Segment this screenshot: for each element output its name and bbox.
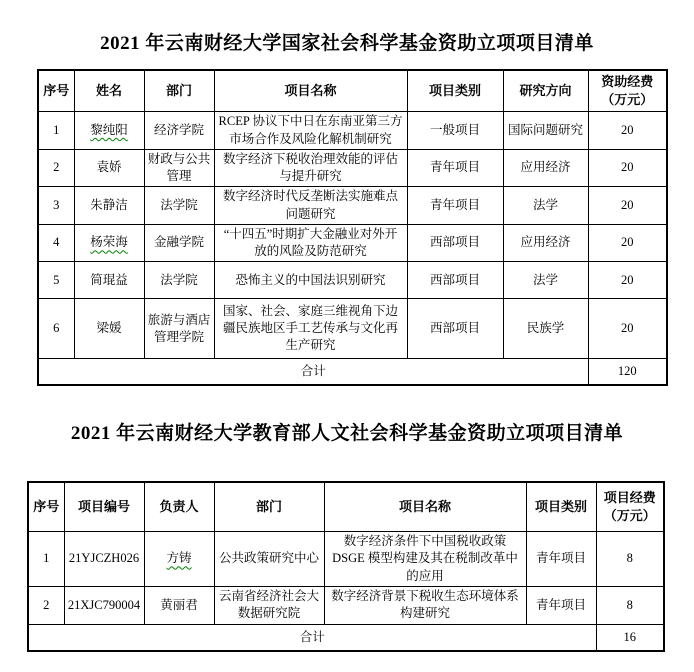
cell-category: 青年项目: [407, 149, 503, 187]
col-header-category: 项目类别: [526, 482, 596, 532]
cell-fund: 20: [588, 112, 667, 150]
col-header-no: 序号: [28, 482, 64, 532]
spellcheck-name: 方铸: [166, 551, 192, 566]
cell-project: 数字经济时代反垄断法实施难点问题研究: [214, 187, 407, 225]
col-header-fund: 项目经费（万元）: [596, 482, 664, 532]
cell-dept: 法学院: [144, 187, 214, 225]
cell-no: 1: [28, 532, 64, 587]
cell-direction: 民族学: [503, 299, 588, 359]
national-fund-table: [37, 69, 668, 386]
col-header-dept: 部门: [214, 482, 324, 532]
cell-fund: 20: [588, 224, 667, 262]
cell-dept: 旅游与酒店管理学院: [144, 299, 214, 359]
page-title-moe-fund: 2021 年云南财经大学教育部人文社会科学基金资助立项项目清单: [70, 422, 624, 444]
cell-name: [74, 112, 144, 150]
col-header-dept: 部门: [144, 70, 214, 112]
cell-name: 朱静洁: [74, 187, 144, 225]
moe-fund-table: [27, 481, 665, 653]
cell-dept: 经济学院: [144, 112, 214, 150]
cell-direction: 法学: [503, 262, 588, 299]
col-header-leader: 负责人: [144, 482, 214, 532]
spellcheck-name: 杨荣海: [90, 235, 128, 250]
cell-project: RCEP 协议下中日在东南亚第三方市场合作及风险化解机制研究: [214, 112, 407, 150]
cell-category: 青年项目: [526, 532, 596, 587]
cell-dept: 法学院: [144, 262, 214, 299]
table-row: [28, 586, 664, 624]
col-header-direction: 研究方向: [503, 70, 588, 112]
cell-category: 西部项目: [407, 224, 503, 262]
cell-name: [74, 224, 144, 262]
cell-no: 1: [38, 112, 74, 150]
cell-leader: [144, 532, 214, 587]
col-header-project: 项目名称: [214, 70, 407, 112]
total-row: [28, 624, 664, 651]
cell-fund: 20: [588, 149, 667, 187]
cell-category: 西部项目: [407, 299, 503, 359]
cell-category: 西部项目: [407, 262, 503, 299]
col-header-name: 姓名: [74, 70, 144, 112]
cell-dept: 公共政策研究中心: [214, 532, 324, 587]
table-row: [38, 224, 667, 262]
cell-name: 简琨益: [74, 262, 144, 299]
cell-project: 数字经济下税收治理效能的评估与提升研究: [214, 149, 407, 187]
cell-dept: 金融学院: [144, 224, 214, 262]
total-label: 合计: [38, 359, 588, 385]
table-row: [38, 112, 667, 150]
cell-no: 5: [38, 262, 74, 299]
table-row: [38, 299, 667, 359]
cell-project: 数字经济条件下中国税收政策 DSGE 模型构建及其在税制改革中的应用: [324, 532, 526, 587]
cell-code: 21XJC790004: [64, 586, 144, 624]
col-header-category: 项目类别: [407, 70, 503, 112]
table-header-row: [38, 70, 667, 112]
cell-dept: 云南省经济社会大数据研究院: [214, 586, 324, 624]
cell-category: 一般项目: [407, 112, 503, 150]
cell-direction: 应用经济: [503, 224, 588, 262]
cell-no: 3: [38, 187, 74, 225]
table-row: [28, 532, 664, 587]
cell-project: 恐怖主义的中国法识别研究: [214, 262, 407, 299]
cell-no: 2: [38, 149, 74, 187]
cell-no: 4: [38, 224, 74, 262]
cell-leader: 黄丽君: [144, 586, 214, 624]
table-row: [38, 149, 667, 187]
cell-no: 6: [38, 299, 74, 359]
cell-category: 青年项目: [407, 187, 503, 225]
cell-direction: 国际问题研究: [503, 112, 588, 150]
cell-fund: 8: [596, 586, 664, 624]
cell-code: 21YJCZH026: [64, 532, 144, 587]
spellcheck-name: 黎纯阳: [90, 122, 128, 137]
total-row: [38, 359, 667, 385]
col-header-code: 项目编号: [64, 482, 144, 532]
cell-category: 青年项目: [526, 586, 596, 624]
cell-fund: 20: [588, 299, 667, 359]
cell-name: 袁娇: [74, 149, 144, 187]
cell-project: 国家、社会、家庭三维视角下边疆民族地区手工艺传承与文化再生产研究: [214, 299, 407, 359]
total-value: 120: [588, 359, 667, 385]
cell-name: 梁媛: [74, 299, 144, 359]
table-row: [38, 187, 667, 225]
cell-fund: 8: [596, 532, 664, 587]
table-row: [38, 262, 667, 299]
cell-fund: 20: [588, 262, 667, 299]
page-title-national-fund: 2021 年云南财经大学国家社会科学基金资助立项项目清单: [100, 33, 594, 54]
cell-fund: 20: [588, 187, 667, 225]
cell-project: “十四五”时期扩大金融业对外开放的风险及防范研究: [214, 224, 407, 262]
cell-dept: 财政与公共管理: [144, 149, 214, 187]
cell-project: 数字经济背景下税收生态环境体系构建研究: [324, 586, 526, 624]
total-value: 16: [596, 624, 664, 651]
total-label: 合计: [28, 624, 596, 651]
cell-direction: 应用经济: [503, 149, 588, 187]
col-header-project: 项目名称: [324, 482, 526, 532]
cell-no: 2: [28, 586, 64, 624]
table-header-row: [28, 482, 664, 532]
col-header-fund: 资助经费（万元）: [588, 70, 667, 112]
cell-direction: 法学: [503, 187, 588, 225]
col-header-no: 序号: [38, 70, 74, 112]
